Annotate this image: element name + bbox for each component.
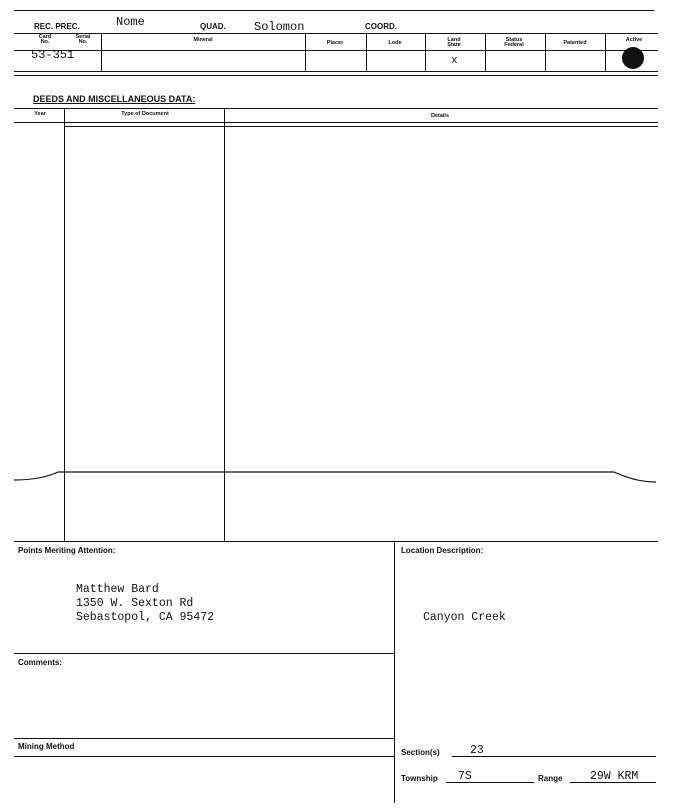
range-label: Range: [538, 774, 563, 783]
deeds-top-rule: [14, 108, 658, 109]
header-bottom-rule: [14, 71, 658, 72]
col-active: Active: [625, 37, 643, 43]
mining-bottom-rule: [14, 756, 394, 757]
township-value: 7S: [458, 770, 472, 783]
col-serial-no: Serial No.: [75, 34, 91, 45]
deeds-title: DEEDS AND MISCELLANEOUS DATA:: [33, 94, 196, 104]
quad-value: Solomon: [254, 20, 305, 34]
page-fold-line: [0, 460, 678, 490]
rec-prec-label: REC. PREC.: [34, 22, 80, 31]
card-no-value: 53-351: [31, 48, 75, 62]
address-line-3: Sebastopol, CA 95472: [76, 611, 215, 624]
col-divider-1: [101, 33, 102, 71]
col-divider-4: [425, 33, 426, 71]
mining-label: Mining Method: [18, 742, 75, 751]
col-lode: Lode: [388, 40, 402, 46]
col-divider-2: [305, 33, 306, 71]
land-state-mark: x: [451, 55, 458, 67]
mining-top-rule: [14, 738, 394, 739]
lower-center-divider: [394, 541, 395, 803]
col-divider-5: [485, 33, 486, 71]
header-col-rule: [14, 50, 658, 51]
points-label: Points Meriting Attention:: [18, 546, 116, 555]
col-patented: Patented: [563, 40, 587, 46]
deeds-header-rule: [14, 122, 658, 123]
address-line-1: Matthew Bard: [76, 583, 159, 596]
header-top-rule: [14, 10, 654, 11]
col-card-no: Card No.: [38, 34, 52, 45]
township-label: Township: [401, 774, 438, 783]
hole-punch-mark: [622, 47, 644, 69]
section-label: Section(s): [401, 748, 440, 757]
col-details: Details: [430, 113, 450, 119]
section-value: 23: [470, 744, 484, 757]
comments-top-rule: [14, 653, 394, 654]
address-line-2: 1350 W. Sexton Rd: [76, 597, 194, 610]
range-value: 29W KRM: [590, 770, 639, 783]
col-type-of-document: Type of Document: [121, 111, 169, 117]
col-divider-6: [545, 33, 546, 71]
col-year: Year: [34, 111, 46, 117]
location-value: Canyon Creek: [423, 611, 506, 624]
col-land-state: Land State: [447, 37, 461, 48]
col-status-federal: Status Federal: [504, 37, 524, 48]
col-placer: Placer: [326, 40, 344, 46]
col-divider-7: [605, 33, 606, 71]
header-bottom-rule-2: [14, 75, 658, 76]
header-row-rule: [14, 33, 658, 34]
lower-top-rule: [14, 541, 658, 542]
deeds-header-rule-2: [65, 126, 658, 127]
rec-prec-value: Nome: [116, 15, 145, 29]
quad-label: QUAD.: [200, 22, 226, 31]
col-mineral: Mineral: [193, 37, 213, 43]
col-divider-3: [366, 33, 367, 71]
comments-label: Comments:: [18, 658, 63, 667]
coord-label: COORD.: [365, 22, 397, 31]
location-label: Location Description:: [401, 546, 484, 555]
